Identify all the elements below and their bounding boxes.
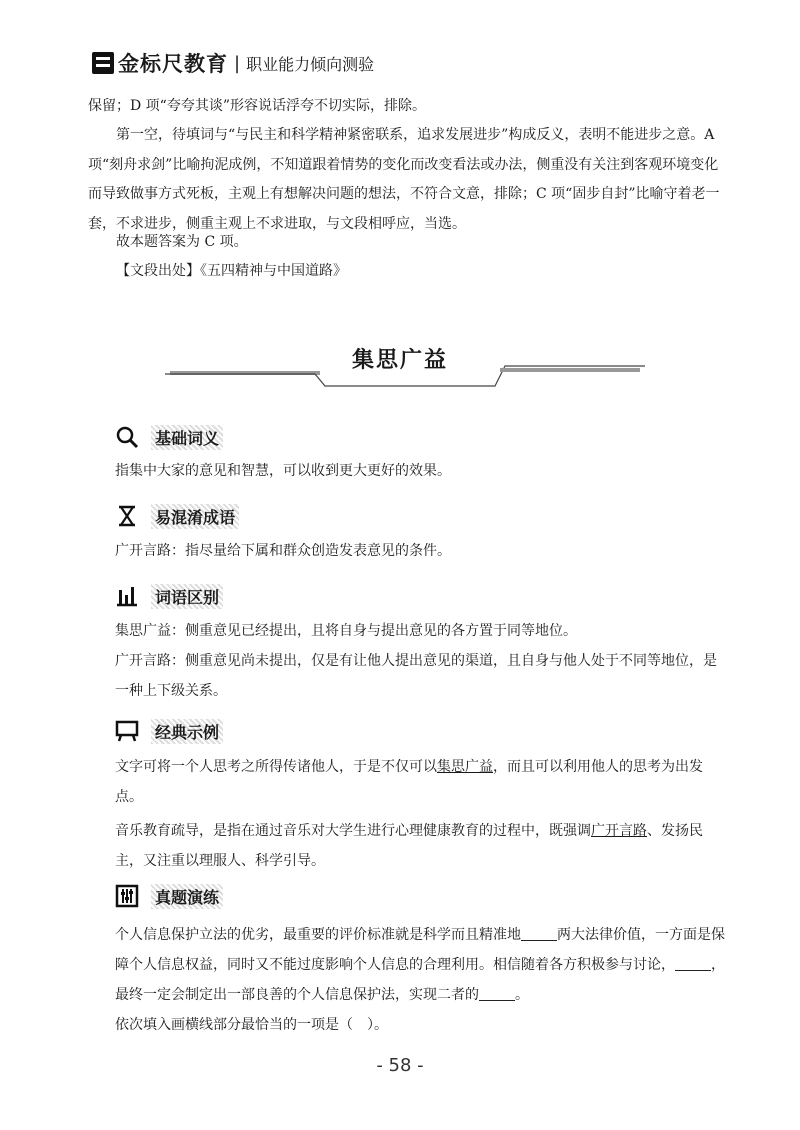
example-1-term: 集思广益 bbox=[437, 759, 493, 775]
heading-confusable bbox=[115, 503, 239, 529]
header-separator: | bbox=[234, 52, 241, 74]
exercise-part-3: ，最终一定会制定出一部良善的个人信息保护法，实现二者的 bbox=[115, 957, 725, 1003]
heading-basic-meaning bbox=[115, 424, 223, 450]
example-2-term: 广开言路 bbox=[591, 823, 647, 839]
heading-label: 真题演练 bbox=[151, 884, 223, 909]
brand-name: 金标尺教育 bbox=[118, 52, 228, 76]
exercise-part-4: 。 bbox=[515, 987, 529, 1003]
example-1-after: ，而且可以利用他人的思考为出发点。 bbox=[115, 759, 703, 805]
heading-exercise bbox=[115, 883, 223, 909]
example-2 bbox=[115, 816, 725, 876]
heading-label: 经典示例 bbox=[151, 719, 223, 744]
heading-label: 词语区别 bbox=[151, 584, 223, 609]
exercise-part-1: 个人信息保护立法的优劣，最重要的评价标准就是科学而且精准地 bbox=[115, 927, 521, 943]
analysis-paragraph: 第一空，待填词与“与民主和科学精神紧密联系，追求发展进步”构成反义，表明不能进步之意。A 项“刻舟求剑”比喻拘泥成例，不知道跟着情势的变化而改变看法或办法，侧重没有关注到客观环境变化而导致做事方式死板，主观上有想解决问题的想法，不符合文意，排除；C 项“固步自封”比喻守着老一套，不求进步，侧重主观上不求进取，与文段相呼应，当选。 bbox=[88, 127, 720, 232]
brand-logo-icon bbox=[92, 52, 114, 74]
heading-label: 基础词义 bbox=[151, 425, 223, 450]
equalizer-icon bbox=[115, 884, 139, 908]
distinction-line-2: 广开言路：侧重意见尚未提出，仅是有让他人提出意见的渠道，且自身与他人处于不同等地位，是一种上下级关系。 bbox=[115, 653, 717, 699]
answer-blank[interactable] bbox=[521, 926, 557, 941]
magnifier-icon bbox=[115, 425, 139, 449]
bar-chart-icon bbox=[115, 584, 139, 608]
source-line: 【文段出处】《五四精神与中国道路》 bbox=[116, 263, 347, 279]
example-2-before: 音乐教育疏导，是指在通过音乐对大学生进行心理健康教育的过程中，既强调 bbox=[115, 823, 591, 839]
answer-line: 故本题答案为 C 项。 bbox=[116, 234, 248, 250]
page-number: - 58 - bbox=[376, 1055, 424, 1076]
exercise-text bbox=[115, 920, 725, 1010]
exercise-part-2: 两大法律价值，一方面是保障个人信息权益，同时又不能过度影响个人信息的合理利用。相信随着各方积极参与讨论， bbox=[115, 927, 725, 973]
page-header bbox=[92, 48, 374, 78]
confusable-text: 广开言路：指尽量给下属和群众创造发表意见的条件。 bbox=[115, 543, 451, 559]
meaning-text: 指集中大家的意见和智慧，可以收到更大更好的效果。 bbox=[115, 463, 451, 479]
section-title: 集思广益 bbox=[351, 348, 448, 373]
example-2-after: 、发扬民主，又注重以理服人、科学引导。 bbox=[115, 823, 703, 869]
answer-blank[interactable] bbox=[675, 956, 711, 971]
answer-blank[interactable] bbox=[479, 986, 515, 1001]
hourglass-icon bbox=[115, 504, 139, 528]
example-1-before: 文字可将一个人思考之所得传诸他人，于是不仅可以 bbox=[115, 759, 437, 775]
distinction-line-1: 集思广益：侧重意见已经提出，且将自身与提出意见的各方置于同等地位。 bbox=[115, 623, 577, 639]
board-icon bbox=[115, 719, 139, 743]
exercise-question: 依次填入画横线部分最恰当的一项是（ ）。 bbox=[115, 1017, 388, 1033]
example-1 bbox=[115, 752, 725, 812]
header-subtitle: 职业能力倾向测验 bbox=[246, 54, 375, 74]
title-decoration bbox=[165, 362, 645, 390]
heading-label: 易混淆成语 bbox=[151, 504, 239, 529]
heading-distinction bbox=[115, 583, 223, 609]
heading-examples bbox=[115, 718, 223, 744]
analysis-line: 保留；D 项“夸夸其谈”形容说话浮夸不切实际，排除。 bbox=[88, 98, 426, 114]
